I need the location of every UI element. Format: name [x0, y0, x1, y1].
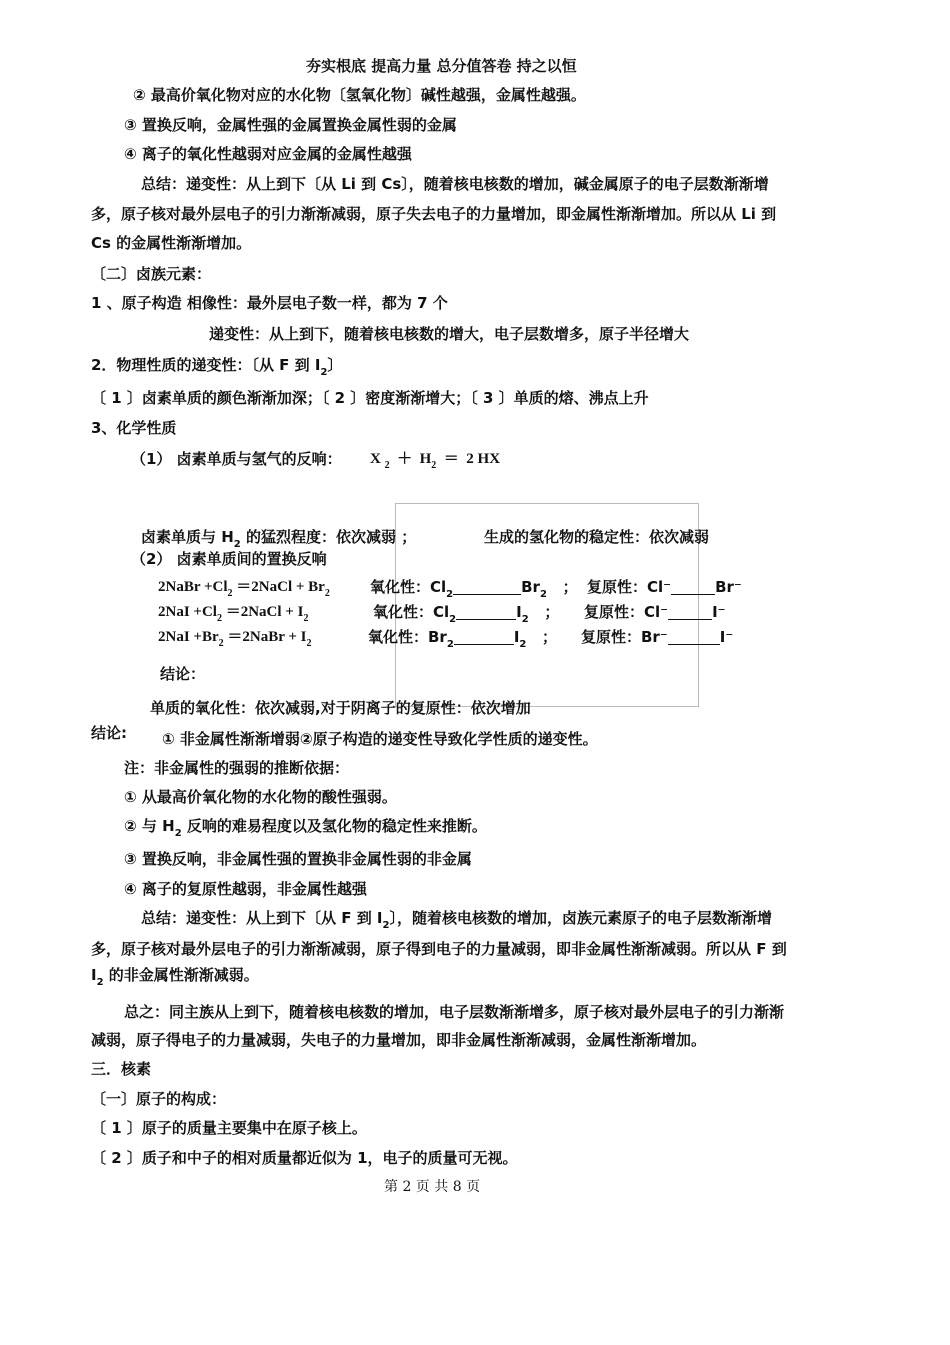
subscript: 2 [324, 588, 330, 599]
subscript: 2 [521, 614, 529, 625]
reaction-lhs: 2NaI +Cl [158, 604, 217, 620]
reaction-row [158, 577, 330, 597]
fill-blank[interactable] [671, 580, 715, 595]
equation-halogen-hydrogen [370, 449, 500, 469]
section-heading: 三．核素 [91, 1060, 152, 1078]
text-line: ④ 离子的氧化性越弱对应金属的金属性越强 [124, 145, 412, 163]
text-line: 注：非金属性的强弱的推断依据： [124, 759, 350, 777]
subscript: 2 [174, 828, 182, 839]
text-segment: ② 与 H [124, 817, 175, 835]
text-line: （2） 卤素单质间的置换反响 [131, 550, 327, 568]
fill-blank[interactable] [453, 580, 521, 595]
reaction-lhs: 2NaI +Br [158, 629, 219, 645]
text-line [91, 355, 343, 378]
text-segment: ； [544, 603, 560, 621]
oxidizing-compare [368, 627, 558, 650]
text-segment: 复原性：Cl⁻ [584, 603, 669, 621]
section-heading: 〔二〕卤族元素： [91, 265, 212, 283]
reaction-lhs: 2NaBr +Cl [158, 579, 228, 595]
text-line: ② 最高价氧化物对应的水化物〔氢氧化物〕碱性越强，金属性越强。 [133, 86, 586, 104]
text-line: 总结：递变性：从上到下〔从 Li 到 Cs〕，随着核电核数的增加，碱金属原子的电子层数渐渐增 [141, 175, 769, 193]
section-heading: 3、化学性质 [91, 419, 177, 437]
text-segment: 反响的难易程度以及氢化物的稳定性来推断。 [181, 817, 487, 835]
oxidizing-compare [373, 602, 560, 625]
reaction-rhs: ＝2NaBr + I [223, 629, 307, 645]
text-segment: ； [542, 628, 558, 646]
subscript: 2 [303, 613, 309, 624]
text-line: （1） 卤素单质与氢气的反响： [131, 450, 342, 468]
text-line: 多，原子核对最外层电子的引力渐渐减弱，原子失去电子的力量增加，即金属性渐渐增加。所以从 Li 到 [91, 205, 777, 223]
text-line: 结论： [160, 665, 206, 683]
fill-blank[interactable] [668, 630, 720, 645]
page-header: 夯实根底 提高力量 总分值答卷 持之以恒 [306, 57, 577, 75]
text-line: ④ 离子的复原性越弱，非金属性越强 [124, 880, 367, 898]
reaction-rhs: ＝2NaCl + Br [232, 579, 325, 595]
text-segment: 复原性：Cl⁻ [587, 578, 672, 596]
text-line: ③ 置换反响，金属性强的金属置换金属性弱的金属 [124, 116, 457, 134]
text-segment: 氧化性：Br [368, 628, 447, 646]
text-line: 〔 1 〕卤素单质的颜色渐渐加深；〔 2 〕密度渐渐增大；〔 3 〕单质的熔、沸点上升 [91, 389, 649, 407]
text-segment: I [91, 966, 97, 984]
reducing-compare [587, 577, 742, 597]
text-line: ① 从最高价氧化物的水化物的酸性强弱。 [124, 788, 397, 806]
text-line [124, 816, 487, 839]
fill-blank[interactable] [454, 630, 514, 645]
text-line [141, 908, 772, 931]
text-line: ③ 置换反响，非金属性强的置换非金属性弱的非金属 [124, 850, 472, 868]
reducing-compare [581, 627, 733, 647]
subscript: 2 [446, 589, 454, 600]
fill-blank[interactable] [668, 605, 712, 620]
subscript: 2 [384, 460, 390, 471]
text-segment: Br [521, 578, 540, 596]
text-line: Cs 的金属性渐渐增加。 [91, 234, 252, 252]
reducing-compare [584, 602, 726, 622]
text-line: ① 非金属性渐渐增弱②原子构造的递变性导致化学性质的递变性。 [162, 730, 598, 748]
text-line: 总之：同主族从上到下，随着核电核数的增加，电子层数渐渐增多，原子核对最外层电子的引力渐渐 [124, 1003, 785, 1021]
subscript: 2 [218, 638, 224, 649]
subscript: 2 [539, 589, 547, 600]
subscript: 2 [446, 639, 454, 650]
subscript: 2 [449, 614, 457, 625]
text-segment: 复原性：Br⁻ [581, 628, 668, 646]
text-line: 减弱，原子得电子的力量减弱，失电子的力量增加，即非金属性渐渐减弱，金属性渐渐增加。 [91, 1031, 707, 1049]
reaction-rhs: ＝2NaCl + I [221, 604, 304, 620]
subscript: 2 [320, 367, 328, 378]
text-segment: I [516, 603, 522, 621]
subscript: 2 [227, 588, 233, 599]
subscript: 2 [233, 539, 241, 550]
text-segment: 的非金属性渐渐减弱。 [103, 966, 259, 984]
fill-blank[interactable] [456, 605, 516, 620]
text-segment: 〕 [327, 356, 343, 374]
text-line: 生成的氢化物的稳定性：依次减弱 [484, 528, 710, 546]
text-segment: 2．物理性质的递变性：〔从 F 到 I [91, 356, 321, 374]
eq-h: H [419, 451, 432, 467]
page-footer: 第 2 页 共 8 页 [384, 1179, 481, 1195]
eq-x: X [370, 451, 381, 467]
text-segment: 总结：递变性：从上到下〔从 F 到 I [141, 909, 383, 927]
oxidizing-compare [370, 577, 578, 600]
text-line: 单质的氧化性：依次减弱,对于阴离子的复原性：依次增加 [150, 699, 531, 717]
reaction-row [158, 627, 312, 647]
subscript: 2 [216, 613, 222, 624]
subscript: 2 [382, 920, 390, 931]
text-segment: ； [562, 578, 578, 596]
text-segment: 的猛烈程度：依次减弱 ； [240, 528, 417, 546]
text-line: 递变性：从上到下，随着核电核数的增大，电子层数增多，原子半径增大 [209, 325, 690, 343]
text-segment: Br⁻ [715, 578, 742, 596]
section-heading: 〔一〕原子的构成： [91, 1090, 227, 1108]
text-segment: 〕，随着核电核数的增加，卤族元素原子的电子层数渐渐增 [389, 909, 772, 927]
text-line: 〔 1 〕原子的质量主要集中在原子核上。 [91, 1119, 367, 1137]
text-segment: I⁻ [719, 628, 734, 646]
text-segment: 卤素单质与 H [141, 528, 234, 546]
text-segment: I [513, 628, 520, 646]
reaction-row [158, 602, 308, 622]
text-segment: 氧化性：Cl [370, 578, 447, 596]
text-segment: 氧化性：Cl [373, 603, 450, 621]
subscript: 2 [519, 639, 527, 650]
subscript: 2 [96, 977, 104, 988]
text-line [141, 527, 417, 550]
text-line: 多，原子核对最外层电子的引力渐渐减弱，原子得到电子的力量减弱，即非金属性渐渐减弱。所以从 F 到 [91, 940, 787, 958]
subscript: 2 [431, 460, 437, 471]
text-line: 〔 2 〕质子和中子的相对质量都近似为 1，电子的质量可无视。 [91, 1149, 518, 1167]
text-segment: I⁻ [712, 603, 726, 621]
eq-product: 2 HX [466, 451, 501, 467]
text-line: 1 、原子构造 相像性：最外层电子数一样，都为 7 个 [91, 294, 448, 312]
eq-equals: ＝ [443, 451, 459, 467]
subscript: 2 [306, 638, 312, 649]
conclusion-label: 结论: [91, 724, 127, 742]
text-line [91, 965, 259, 988]
eq-plus: ＋ [397, 451, 413, 467]
